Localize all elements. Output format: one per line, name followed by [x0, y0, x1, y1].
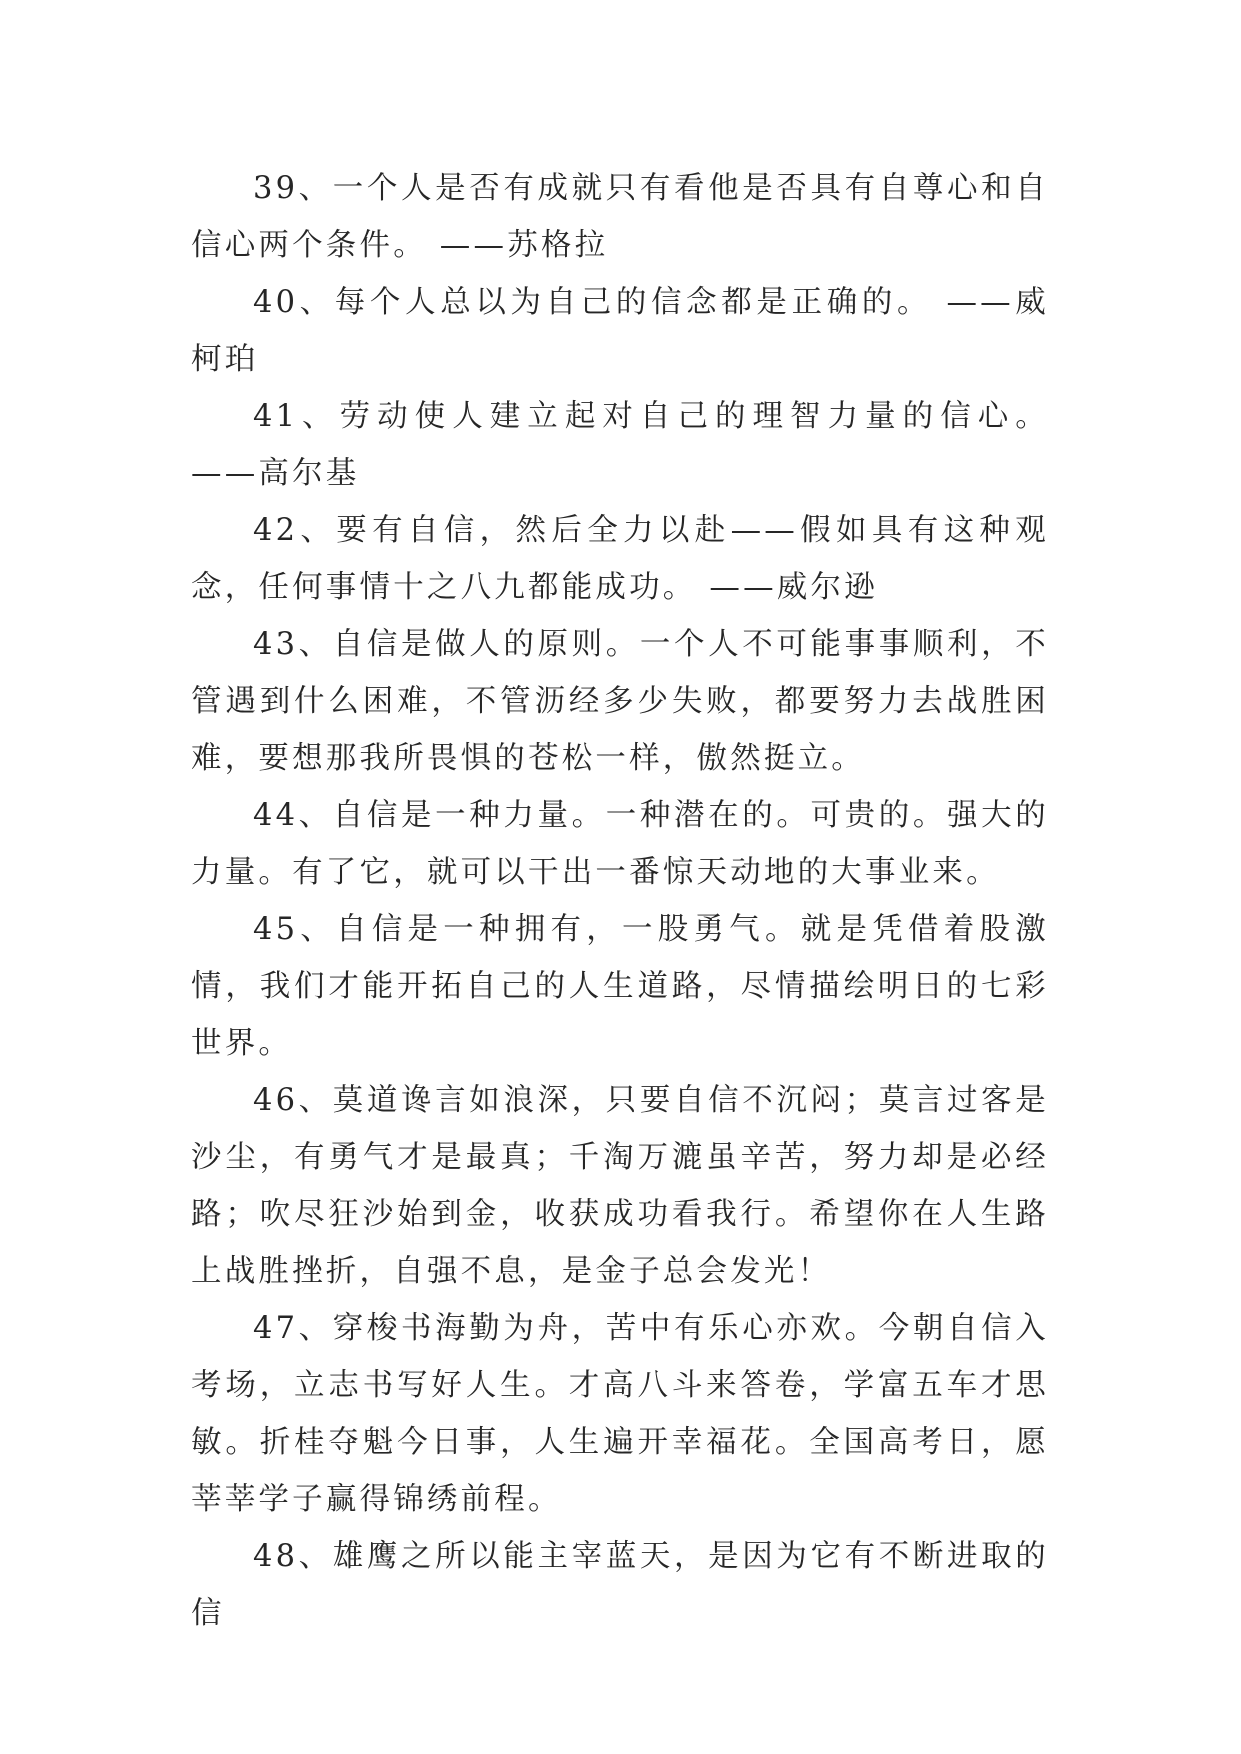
paragraph-40: 40、每个人总以为自己的信念都是正确的。 ——威柯珀 — [191, 285, 1049, 377]
paragraph-42: 42、要有自信，然后全力以赴——假如具有这种观念，任何事情十之八九都能成功。 ——威尔逊 — [191, 513, 1049, 605]
paragraph-41: 41、劳动使人建立起对自己的理智力量的信心。 ——高尔基 — [191, 399, 1049, 491]
document-page — [191, 160, 1049, 1642]
paragraph-43: 43、自信是做人的原则。一个人不可能事事顺利，不管遇到什么困难，不管沥经多少失败，都要努力去战胜困难，要想那我所畏惧的苍松一样，傲然挺立。 — [191, 627, 1049, 776]
paragraph-46: 46、莫道谗言如浪深，只要自信不沉闷；莫言过客是沙尘，有勇气才是最真；千淘万漉虽辛苦，努力却是必经路；吹尽狂沙始到金，收获成功看我行。希望你在人生路上战胜挫折，自强不息，是金子总会发光！ — [191, 1083, 1049, 1289]
paragraph-48: 48、雄鹰之所以能主宰蓝天，是因为它有不断进取的信 — [191, 1539, 1049, 1631]
paragraph-45: 45、自信是一种拥有，一股勇气。就是凭借着股激情，我们才能开拓自己的人生道路，尽情描绘明日的七彩世界。 — [191, 912, 1049, 1061]
paragraph-39: 39、一个人是否有成就只有看他是否具有自尊心和自信心两个条件。 ——苏格拉 — [191, 171, 1049, 263]
paragraph-47: 47、穿梭书海勤为舟，苦中有乐心亦欢。今朝自信入考场，立志书写好人生。才高八斗来答卷，学富五车才思敏。折桂夺魁今日事，人生遍开幸福花。全国高考日，愿莘莘学子赢得锦绣前程。 — [191, 1311, 1049, 1517]
paragraph-44: 44、自信是一种力量。一种潜在的。可贵的。强大的力量。有了它，就可以干出一番惊天动地的大事业来。 — [191, 798, 1049, 890]
